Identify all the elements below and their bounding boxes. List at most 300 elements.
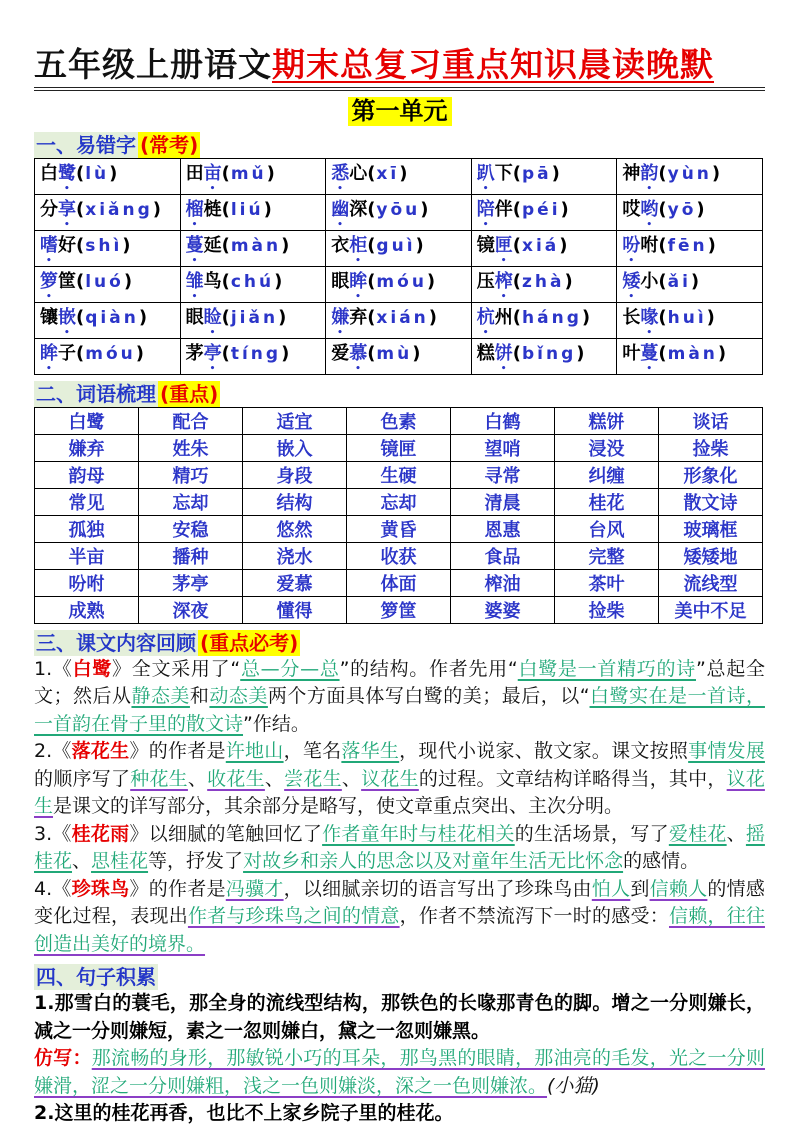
char-cell [617, 194, 763, 230]
word-cell: 色素 [347, 407, 451, 434]
char-cell [35, 194, 181, 230]
word-cell: 浸没 [555, 434, 659, 461]
text-segment: ，以细腻亲切的语言写出了珍珠鸟由 [283, 877, 592, 900]
emphasized-char: 亩 [203, 162, 222, 184]
word-cell: 安稳 [139, 515, 243, 542]
word-cell: 播种 [139, 542, 243, 569]
pinyin: háng [522, 307, 582, 328]
text-segment: 的顺序写了 [34, 767, 131, 790]
word-cell: 嵌入 [243, 434, 347, 461]
section2-heading [34, 382, 765, 407]
pinyin: chú [230, 271, 275, 292]
section4-heading-text: 四、句子积累 [36, 965, 156, 990]
word-cell: 婆婆 [451, 596, 555, 623]
text-segment: 尝花生 [284, 767, 342, 790]
pinyin: yōu [376, 199, 421, 220]
paren-close: ) [707, 234, 716, 256]
word-cell: 食品 [451, 542, 555, 569]
text-segment: 的生活场景，写了 [514, 822, 669, 845]
paren-close: ) [706, 306, 715, 328]
text-segment: 的情感变化过程，表现出 [34, 877, 765, 928]
text-segment: 议花生 [34, 767, 765, 818]
paren-open: ( [658, 342, 667, 364]
emphasized-char: 雏 [185, 270, 204, 292]
word-list-table [34, 407, 763, 624]
paren-open: ( [512, 198, 522, 220]
emphasized-char: 榴 [185, 198, 204, 220]
word-cell: 箩筐 [347, 596, 451, 623]
text-segment: 1.那雪白的蓑毛，那全身的流线型结构，那铁色的长喙那青色的脚。增之一分则嫌长，减之一分则嫌短，素之一忽则嫌白，黛之一忽则嫌黑。 [34, 992, 765, 1042]
section2-heading-tag: (重点) [160, 381, 219, 406]
paren-open: ( [658, 270, 667, 292]
title-black-part: 五年级上册语文 [34, 45, 272, 84]
plain-char: 子 [58, 342, 76, 364]
word-cell: 糕饼 [555, 407, 659, 434]
text-segment: 》全文采用了“ [112, 657, 241, 680]
plain-char: 下 [494, 162, 513, 184]
pinyin: xiǎng [85, 199, 153, 220]
text-segment: 、 [72, 850, 92, 873]
pinyin: huì [667, 307, 707, 328]
text-segment: 那流畅的身形，那敏锐小巧的耳朵，那鸟黑的眼睛，那油亮的毛发，光之一分则嫌滑，涩之一分则嫌粗，浅之一色则嫌淡，深之一色则嫌浓。 [34, 1047, 765, 1097]
pinyin: zhà [522, 271, 565, 292]
text-segment: 落花生 [71, 740, 130, 763]
plain-char: 延 [203, 234, 222, 256]
page-title [34, 46, 765, 91]
text-segment: 怕人 [591, 877, 631, 900]
plain-char: 白 [40, 162, 58, 184]
emphasized-char: 趴 [476, 162, 495, 184]
sentence-accumulation-paragraphs [34, 990, 765, 1128]
emphasized-char: 蔓 [185, 234, 204, 256]
char-cell [326, 230, 472, 266]
plain-char: 好 [58, 234, 76, 256]
plain-char: 糕 [476, 342, 495, 364]
text-segment: 》的作者是 [129, 740, 226, 763]
emphasized-char: 匣 [494, 234, 513, 256]
char-cell [180, 266, 326, 302]
text-segment: ”总起全文；然后从 [34, 657, 765, 708]
paragraph [34, 738, 765, 821]
plain-char: 哎 [622, 198, 641, 220]
paren-close: ) [551, 162, 560, 184]
word-cell: 完整 [555, 542, 659, 569]
word-cell: 爱慕 [243, 569, 347, 596]
plain-char: 叶 [622, 342, 641, 364]
text-segment: 和 [189, 685, 210, 708]
paren-close: ) [559, 234, 568, 256]
text-segment: 冯骥才 [225, 877, 284, 900]
plain-char: 田 [185, 162, 204, 184]
paren-open: ( [512, 306, 522, 328]
paren-open: ( [76, 162, 85, 184]
paren-close: ) [576, 342, 585, 364]
paren-close: ) [426, 270, 436, 292]
char-cell [180, 338, 326, 374]
text-segment: 作者与珍珠鸟之间的情意 [187, 905, 400, 928]
paren-open: ( [512, 342, 522, 364]
char-cell [471, 158, 617, 194]
emphasized-char: 享 [58, 198, 76, 220]
word-cell: 白鹭 [35, 407, 139, 434]
paren-close: ) [696, 198, 705, 220]
paren-close: ) [274, 270, 283, 292]
pinyin: bǐng [522, 343, 577, 364]
pinyin: xī [376, 163, 400, 184]
plain-char: 衣 [331, 234, 350, 256]
paragraph [34, 876, 765, 959]
text-segment: 等，抒发了 [148, 850, 244, 873]
text-segment: 议花生 [361, 767, 419, 790]
text-review-paragraphs [34, 656, 765, 959]
word-cell: 流线型 [659, 569, 763, 596]
paren-close: ) [564, 270, 573, 292]
text-segment: 3.《 [34, 822, 72, 845]
emphasized-char: 哟 [640, 198, 659, 220]
text-segment: 、 [341, 767, 362, 790]
word-cell: 忘却 [139, 488, 243, 515]
word-cell: 玻璃框 [659, 515, 763, 542]
char-cell [471, 302, 617, 338]
emphasized-char: 鹭 [58, 162, 76, 184]
table-row [35, 302, 763, 338]
pinyin: móu [85, 343, 136, 364]
plain-char: 眼 [331, 270, 350, 292]
word-cell: 体面 [347, 569, 451, 596]
word-cell: 黄昏 [347, 515, 451, 542]
table-row [35, 461, 763, 488]
text-segment: (小猫) [547, 1074, 600, 1097]
section3-heading [34, 631, 765, 656]
paren-open: ( [76, 270, 85, 292]
table-row [35, 569, 763, 596]
paren-close: ) [281, 342, 290, 364]
emphasized-char: 眸 [349, 270, 368, 292]
table-row [35, 542, 763, 569]
text-segment: 》的作者是 [129, 877, 226, 900]
char-cell [471, 266, 617, 302]
char-cell [471, 338, 617, 374]
paren-open: ( [76, 198, 85, 220]
paragraph [34, 990, 765, 1045]
section1-heading-text: 一、易错字 [36, 132, 136, 157]
table-row [35, 488, 763, 515]
text-segment: 思桂花 [91, 850, 149, 873]
text-segment: 2.《 [34, 740, 72, 763]
section3-heading-text: 三、课文内容回顾 [36, 630, 196, 655]
paren-open: ( [367, 162, 376, 184]
table-row [35, 338, 763, 374]
emphasized-char: 陪 [476, 198, 495, 220]
emphasized-char: 矮 [622, 270, 641, 292]
emphasized-char: 亭 [203, 342, 222, 364]
paren-open: ( [76, 342, 85, 364]
table-row [35, 515, 763, 542]
pinyin: guì [376, 235, 416, 256]
plain-char: 长 [622, 306, 641, 328]
table-row [35, 158, 763, 194]
char-cell [326, 266, 472, 302]
paren-open: ( [658, 198, 667, 220]
char-cell [617, 158, 763, 194]
word-cell: 浇水 [243, 542, 347, 569]
table-row [35, 434, 763, 461]
paragraph [34, 1045, 765, 1100]
word-cell: 结构 [243, 488, 347, 515]
paren-open: ( [367, 342, 376, 364]
char-cell [326, 158, 472, 194]
word-cell: 懂得 [243, 596, 347, 623]
text-segment: 信赖人 [649, 877, 708, 900]
paren-open: ( [221, 306, 230, 328]
word-cell: 常见 [35, 488, 139, 515]
char-cell [35, 230, 181, 266]
word-cell: 白鹤 [451, 407, 555, 434]
word-cell: 配合 [139, 407, 243, 434]
table-row [35, 596, 763, 623]
char-cell [35, 338, 181, 374]
plain-char: 分 [40, 198, 58, 220]
text-segment: 爱桂花 [668, 822, 727, 845]
title-red-part: 期末总复习重点知识晨读晚默 [272, 45, 714, 84]
text-segment: 桂花雨 [71, 822, 130, 845]
text-segment: ”作结。 [243, 712, 310, 735]
pinyin: mǔ [230, 163, 267, 184]
word-cell: 纠缠 [555, 461, 659, 488]
text-segment: 动态美 [209, 685, 268, 708]
word-cell: 生硬 [347, 461, 451, 488]
section2-heading-text: 二、词语梳理 [36, 381, 156, 406]
paren-open: ( [221, 234, 230, 256]
char-cell [180, 230, 326, 266]
char-cell [617, 338, 763, 374]
word-cell: 深夜 [139, 596, 243, 623]
paren-close: ) [415, 234, 424, 256]
text-segment: 、 [264, 767, 285, 790]
text-segment: 白鹭实在是一首诗，一首韵在骨子里的散文诗 [34, 685, 765, 735]
paren-close: ) [560, 198, 569, 220]
paragraph [34, 821, 765, 876]
pinyin: shì [85, 235, 123, 256]
paren-open: ( [76, 306, 85, 328]
paren-open: ( [512, 234, 522, 256]
paren-open: ( [512, 162, 522, 184]
text-segment: 珍珠鸟 [71, 877, 130, 900]
word-cell: 捡柴 [659, 434, 763, 461]
section3-heading-tag: (重点必考) [200, 630, 299, 655]
word-cell: 矮矮地 [659, 542, 763, 569]
paren-open: ( [76, 234, 85, 256]
char-cell [180, 194, 326, 230]
char-table-body [35, 158, 763, 374]
emphasized-char: 蔓 [640, 342, 659, 364]
char-cell [35, 158, 181, 194]
emphasized-char: 眸 [40, 342, 58, 364]
char-cell [326, 302, 472, 338]
emphasized-char: 吩 [622, 234, 641, 256]
word-cell: 清晨 [451, 488, 555, 515]
paren-open: ( [367, 306, 376, 328]
paragraph [34, 656, 765, 739]
emphasized-char: 悉 [331, 162, 350, 184]
paren-close: ) [420, 198, 429, 220]
word-cell: 恩惠 [451, 515, 555, 542]
paren-close: ) [123, 270, 133, 292]
plain-char: 心 [349, 162, 368, 184]
plain-char: 镶 [40, 306, 58, 328]
word-cell: 茶叶 [555, 569, 659, 596]
word-cell: 寻常 [451, 461, 555, 488]
emphasized-char: 睑 [203, 306, 222, 328]
word-cell: 半亩 [35, 542, 139, 569]
pinyin: qiàn [85, 307, 139, 328]
section1-heading-tag: (常考) [140, 132, 199, 157]
plain-char: 鸟 [203, 270, 222, 292]
text-segment: 1.《 [34, 657, 73, 680]
section4-heading [34, 965, 765, 990]
pinyin: fēn [667, 235, 708, 256]
paren-open: ( [367, 198, 376, 220]
word-cell: 姓朱 [139, 434, 243, 461]
emphasized-char: 柜 [349, 234, 368, 256]
word-cell: 榨油 [451, 569, 555, 596]
text-segment: ，作者不禁流泻下一时的感受： [399, 905, 669, 928]
word-cell: 茅亭 [139, 569, 243, 596]
paren-close: ) [152, 198, 162, 220]
word-cell: 韵母 [35, 461, 139, 488]
word-cell: 精巧 [139, 461, 243, 488]
char-cell [326, 338, 472, 374]
text-segment: 的过程。文章结构详略得当，其中， [418, 767, 727, 790]
emphasized-char: 嵌 [58, 306, 76, 328]
paren-open: ( [367, 234, 376, 256]
char-cell [617, 266, 763, 302]
plain-char: 茅 [185, 342, 204, 364]
char-cell [35, 302, 181, 338]
paren-close: ) [278, 306, 287, 328]
paren-open: ( [221, 198, 230, 220]
text-segment: 》以细腻的笔触回忆了 [129, 822, 323, 845]
word-cell: 收获 [347, 542, 451, 569]
paren-open: ( [658, 306, 667, 328]
pinyin: xiá [522, 235, 560, 256]
text-segment: 仿写： [34, 1047, 92, 1070]
paren-close: ) [428, 306, 438, 328]
paren-open: ( [367, 270, 376, 292]
paren-close: ) [281, 234, 290, 256]
emphasized-char: 榨 [494, 270, 513, 292]
text-segment: ，现代小说家、散文家。课文按照 [399, 740, 689, 763]
plain-char: 州 [494, 306, 513, 328]
word-cell: 嫌弃 [35, 434, 139, 461]
char-cell [471, 230, 617, 266]
char-cell [180, 302, 326, 338]
word-cell: 成熟 [35, 596, 139, 623]
unit-subtitle: 第一单元 [348, 97, 452, 126]
pinyin: péi [522, 199, 561, 220]
text-segment: 种花生 [130, 767, 188, 790]
word-cell: 适宜 [243, 407, 347, 434]
text-segment: 事情发展 [688, 740, 765, 763]
pinyin: pā [522, 163, 552, 184]
text-segment: 对故乡和亲人的思念以及对童年生活无比怀念 [243, 850, 624, 873]
table-row [35, 194, 763, 230]
emphasized-char: 韵 [640, 162, 659, 184]
plain-char: 神 [622, 162, 641, 184]
paren-close: ) [109, 162, 118, 184]
word-cell: 忘却 [347, 488, 451, 515]
text-segment: 落华生 [341, 740, 400, 763]
paren-open: ( [512, 270, 522, 292]
text-segment: 信赖，往往创造出美好的境界。 [34, 905, 765, 955]
plain-char: 压 [476, 270, 495, 292]
word-cell: 吩咐 [35, 569, 139, 596]
text-segment: ，笔名 [283, 740, 342, 763]
pinyin: yō [667, 199, 697, 220]
char-cell [617, 302, 763, 338]
table-row [35, 230, 763, 266]
table-row [35, 266, 763, 302]
plain-char: 筐 [58, 270, 76, 292]
text-segment: 白鹭 [72, 657, 113, 680]
emphasized-char: 嫌 [331, 306, 350, 328]
pinyin: mù [376, 343, 413, 364]
word-cell: 台风 [555, 515, 659, 542]
pinyin: xián [376, 307, 429, 328]
text-segment: 、 [187, 767, 208, 790]
pinyin: ǎi [667, 271, 691, 292]
word-table-body [35, 407, 763, 623]
paren-open: ( [658, 162, 667, 184]
word-cell: 桂花 [555, 488, 659, 515]
pinyin: màn [230, 235, 282, 256]
pinyin: tíng [230, 343, 282, 364]
pinyin: liú [230, 199, 264, 220]
paren-close: ) [412, 342, 421, 364]
text-segment: 收花生 [207, 767, 265, 790]
pinyin: yùn [667, 163, 712, 184]
paren-close: ) [266, 162, 275, 184]
char-cell [35, 266, 181, 302]
plain-char: 弃 [349, 306, 368, 328]
word-cell: 身段 [243, 461, 347, 488]
text-segment: 静态美 [131, 685, 190, 708]
paren-open: ( [221, 342, 230, 364]
section1-heading [34, 133, 765, 158]
error-prone-characters-table [34, 158, 763, 375]
paren-open: ( [221, 162, 230, 184]
text-segment: 摇桂花 [34, 822, 765, 873]
char-cell [326, 194, 472, 230]
unit-subtitle-row [34, 97, 765, 126]
text-segment: 白鹭是一首精巧的诗 [517, 657, 696, 680]
text-segment: 总—分—总 [240, 657, 340, 680]
emphasized-char: 饼 [494, 342, 513, 364]
word-cell: 孤独 [35, 515, 139, 542]
paren-close: ) [263, 198, 272, 220]
text-segment: 两个方面具体写白鹭的美；最后，以“ [267, 685, 590, 708]
emphasized-char: 喙 [640, 306, 659, 328]
plain-char: 眼 [185, 306, 204, 328]
word-cell: 美中不足 [659, 596, 763, 623]
emphasized-char: 慕 [349, 342, 368, 364]
plain-char: 伴 [494, 198, 513, 220]
text-segment: 到 [630, 877, 650, 900]
char-cell [471, 194, 617, 230]
char-cell [617, 230, 763, 266]
emphasized-char: 箩 [40, 270, 58, 292]
paren-close: ) [399, 162, 408, 184]
